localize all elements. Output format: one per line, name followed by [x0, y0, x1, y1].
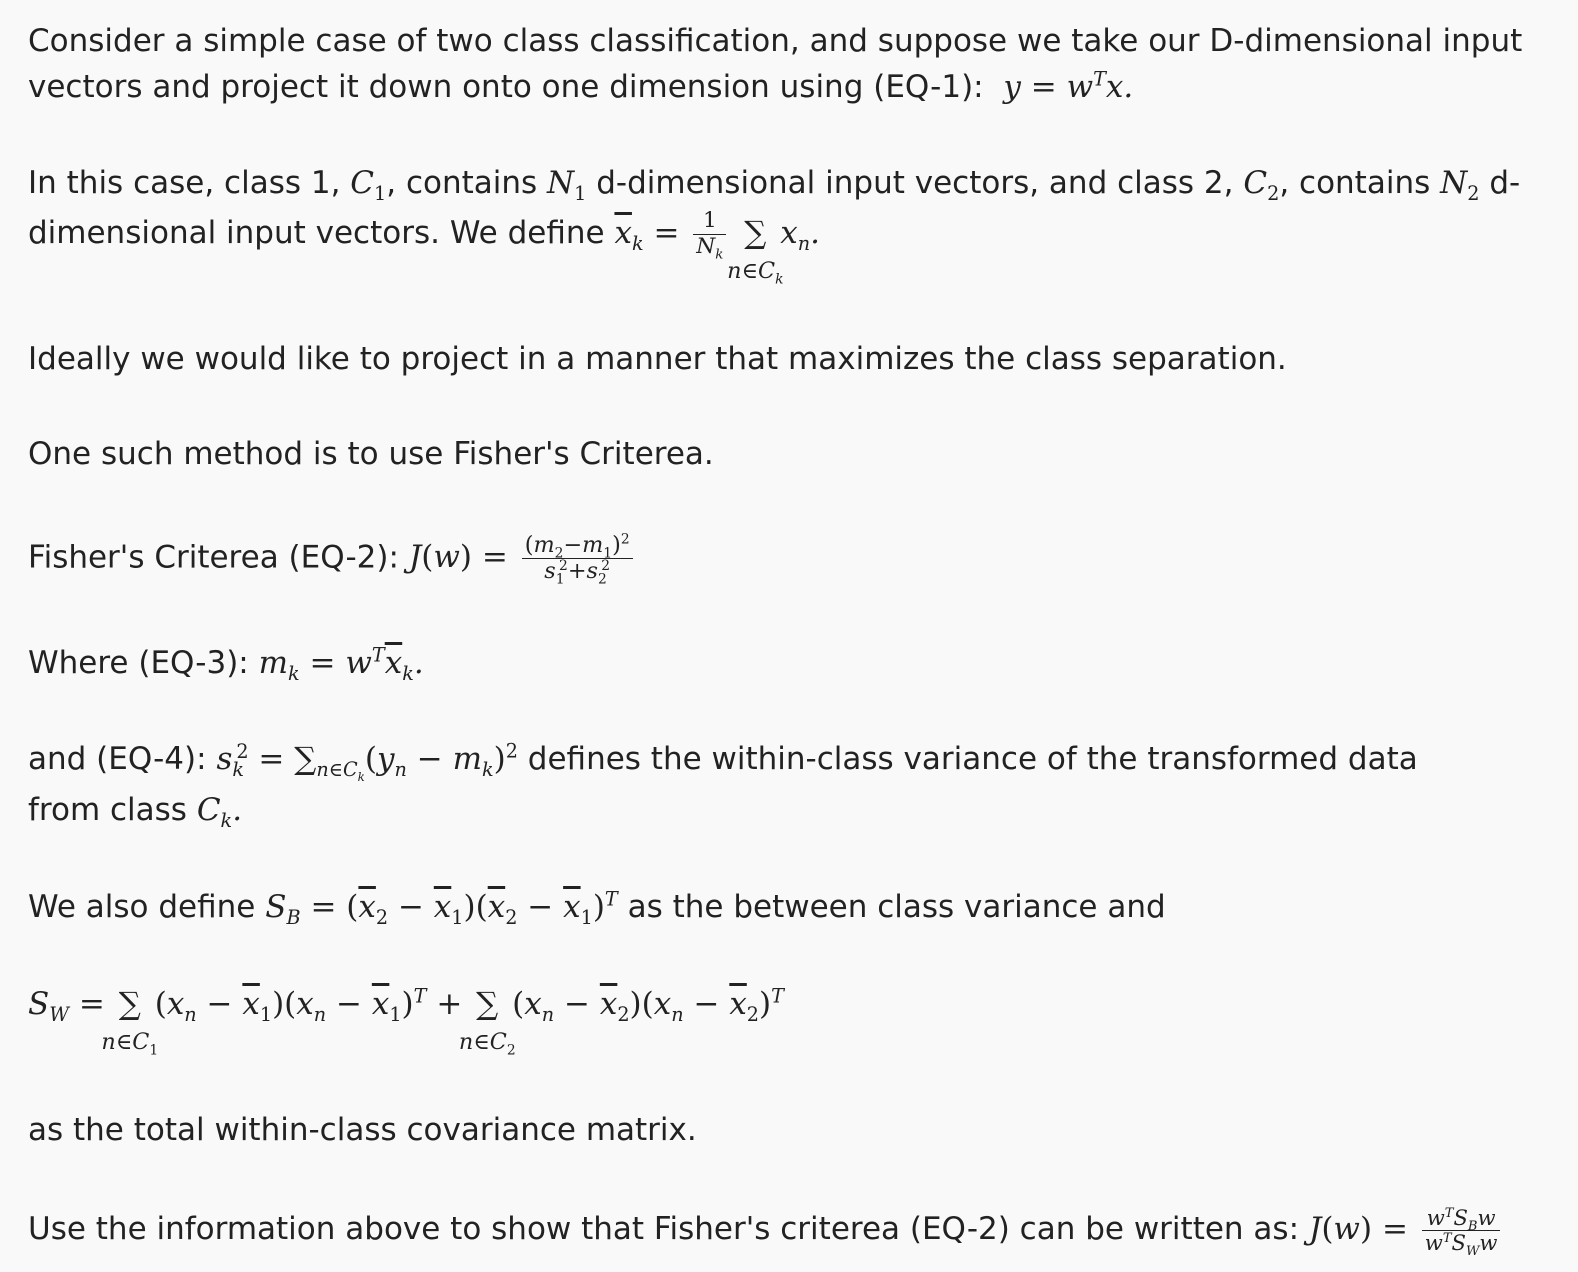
- text-intro-line1: Consider a simple case of two class classification, and suppose we take our D-dimensional input: [28, 23, 1523, 59]
- sum-over-c1: ∑ $n\in C_1$: [101, 986, 159, 1059]
- paragraph-classes-line2: [28, 208, 820, 288]
- fraction-fisher-criterion: $\frac{(m_2-m_1)^2}{s_1^2+s_2^2}$: [522, 534, 633, 584]
- fraction-1-over-nk: $\frac{1}{N_k}$: [693, 210, 726, 259]
- text-sb-intro: We also define: [28, 889, 256, 925]
- text-eq2-label: Fisher's Criterea (EQ-2):: [28, 539, 399, 576]
- text-intro-line2: vectors and project it down onto one dimension using (EQ-1):: [28, 69, 984, 105]
- text-sb-description: as the between class variance and: [627, 889, 1166, 925]
- symbol-ck: $C_k$.: [196, 792, 243, 833]
- equation-eq1: $y = w^Tx$.: [993, 67, 1134, 105]
- paragraph-fisher-method: [28, 431, 714, 477]
- text-covariance: as the total within-class covariance matrix.: [28, 1112, 697, 1148]
- text-task: Use the information above to show that Fisher's criterea (EQ-2) can be written as:: [28, 1211, 1300, 1247]
- equation-eq2: J(w) = $\frac{(m_2-m_1)^2}{s_1^2+s_2^2}$: [409, 539, 637, 575]
- paragraph-task: [28, 1204, 1504, 1260]
- symbol-c2: $C_2$: [1243, 165, 1280, 206]
- equation-eq3: $m_k = w^T\overline{x}_k$.: [258, 643, 424, 686]
- equation-mean-definition: $\overline{x}_k$ = $\frac{1}{N_k}$ ∑ $n\in C_k$ $x_n$.: [614, 208, 820, 288]
- text-classes-a: In this case, class 1,: [28, 165, 341, 201]
- symbol-c1: $C_1$: [350, 165, 387, 206]
- symbol-n1: $N_1$: [547, 165, 587, 206]
- text-classes-d: , contains: [1279, 165, 1431, 201]
- text-classes-e: d-: [1489, 165, 1521, 201]
- sum-over-c2: ∑ $n\in C_2$: [458, 986, 516, 1059]
- paragraph-covariance: [28, 1107, 697, 1153]
- text-separation: Ideally we would like to project in a manner that maximizes the class separation.: [28, 341, 1287, 377]
- text-classes-b: , contains: [386, 165, 538, 201]
- paragraph-classes-line1: [28, 160, 1520, 206]
- paragraph-eq3: [28, 640, 424, 686]
- equation-target: J(w) = $\frac{w^TS_Bw}{w^TS_Ww}$: [1309, 1211, 1505, 1247]
- equation-sw: $S_W$ = ∑ $n\in C_1$ $(x_n - \overline{x}_1)(x_n - \overline{x}_1)^T$ + ∑ $n\in C_2$ $(x_n - \overline{x}_2)(x_n - \overline{x}_2)^T$: [28, 981, 784, 1027]
- paragraph-eq2: [28, 531, 637, 588]
- sum-over-ck: ∑ $n\in C_k$: [727, 215, 784, 288]
- equation-eq4: $s_k^2 = \sum_{n\in C_k}(y_n - m_k)^2$: [216, 739, 518, 785]
- paragraph-eq4-line2: [28, 787, 242, 833]
- text-eq3-label: Where (EQ-3):: [28, 645, 249, 681]
- fraction-target: $\frac{w^TS_Bw}{w^TS_Ww}$: [1422, 1207, 1501, 1254]
- text-eq4-line2: from class: [28, 792, 187, 828]
- paragraph-separation: [28, 336, 1287, 382]
- text-eq4-description: defines the within-class variance of the transformed data: [527, 741, 1418, 777]
- equation-sb: $S_B = (\overline{x}_2 - \overline{x}_1)(\overline{x}_2 - \overline{x}_1)^T$: [265, 887, 618, 930]
- text-eq4-label: and (EQ-4):: [28, 741, 207, 777]
- paragraph-sb: [28, 884, 1166, 930]
- paragraph-eq4-line1: [28, 736, 1418, 785]
- text-fisher-method: One such method is to use Fisher's Criterea.: [28, 436, 714, 472]
- text-classes-line2: dimensional input vectors. We define: [28, 215, 605, 251]
- text-classes-c: d-dimensional input vectors, and class 2,: [596, 165, 1234, 201]
- symbol-n2: $N_2$: [1440, 165, 1480, 206]
- paragraph-intro-line1: [28, 18, 1522, 64]
- paragraph-intro-line2: [28, 64, 1133, 110]
